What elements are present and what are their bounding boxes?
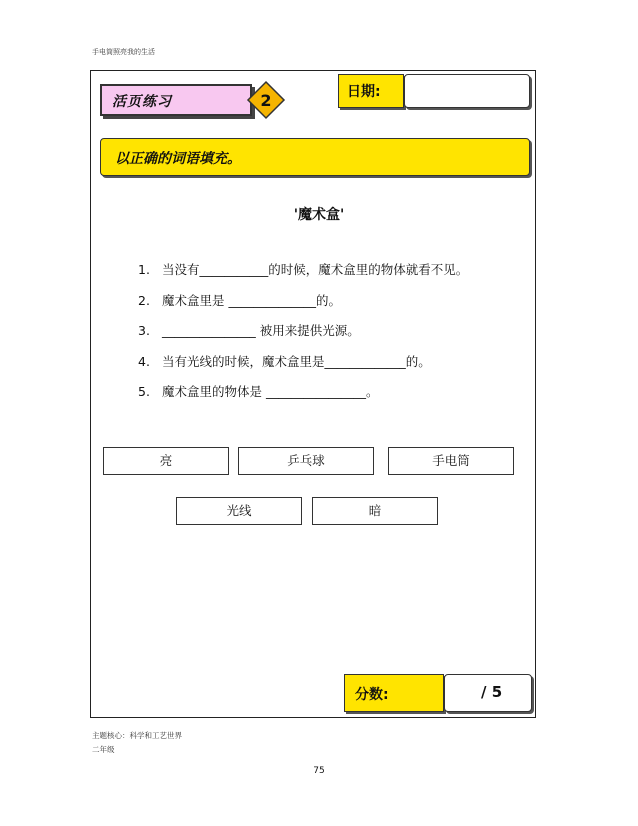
- question-number: 4.: [138, 354, 150, 369]
- worksheet-title: 活页练习: [112, 94, 172, 110]
- score-field[interactable]: [444, 674, 532, 712]
- question-number: 2.: [138, 293, 150, 308]
- score-label-box: [344, 674, 444, 712]
- question-text: _______________ 被用来提供光源。: [162, 323, 360, 338]
- footer-grade: 二年级: [92, 745, 115, 754]
- worksheet-title-box: [100, 84, 252, 116]
- question-text: 魔术盒里是 ______________的。: [162, 293, 341, 308]
- question-text: 当有光线的时候，魔术盒里是_____________的。: [162, 354, 431, 369]
- word-bank-item: 暗: [312, 497, 438, 525]
- word-bank-item: 亮: [103, 447, 229, 475]
- instruction-box: [100, 138, 530, 176]
- question-text: 当没有___________的时候，魔术盒里的物体就看不见。: [162, 262, 469, 277]
- word-bank-item: 手电筒: [388, 447, 514, 475]
- question-number: 5.: [138, 384, 150, 399]
- question-number: 3.: [138, 323, 150, 338]
- question-item: [138, 382, 378, 400]
- question-item: [138, 260, 468, 278]
- instruction-text: 以正确的词语填充。: [115, 151, 241, 167]
- worksheet-number: 2: [260, 91, 272, 110]
- worksheet-number-badge: [246, 80, 286, 120]
- question-item: [138, 291, 341, 309]
- word-bank-item: 光线: [176, 497, 302, 525]
- score-value: / 5: [481, 683, 503, 701]
- date-label-box: [338, 74, 404, 108]
- footer-theme: 主题核心：科学和工艺世界: [92, 731, 182, 740]
- date-label: 日期:: [347, 84, 381, 100]
- score-label: 分数:: [355, 687, 389, 703]
- word-bank-item: 乒乓球: [238, 447, 374, 475]
- page-number: 75: [313, 766, 325, 776]
- question-text: 魔术盒里的物体是 ________________。: [162, 384, 379, 399]
- question-item: [138, 321, 360, 339]
- date-field[interactable]: [404, 74, 530, 108]
- page-header: 手电筒照亮我的生活: [92, 48, 155, 56]
- question-number: 1.: [138, 262, 150, 277]
- question-item: [138, 352, 431, 370]
- exercise-subtitle: '魔术盒': [293, 207, 345, 223]
